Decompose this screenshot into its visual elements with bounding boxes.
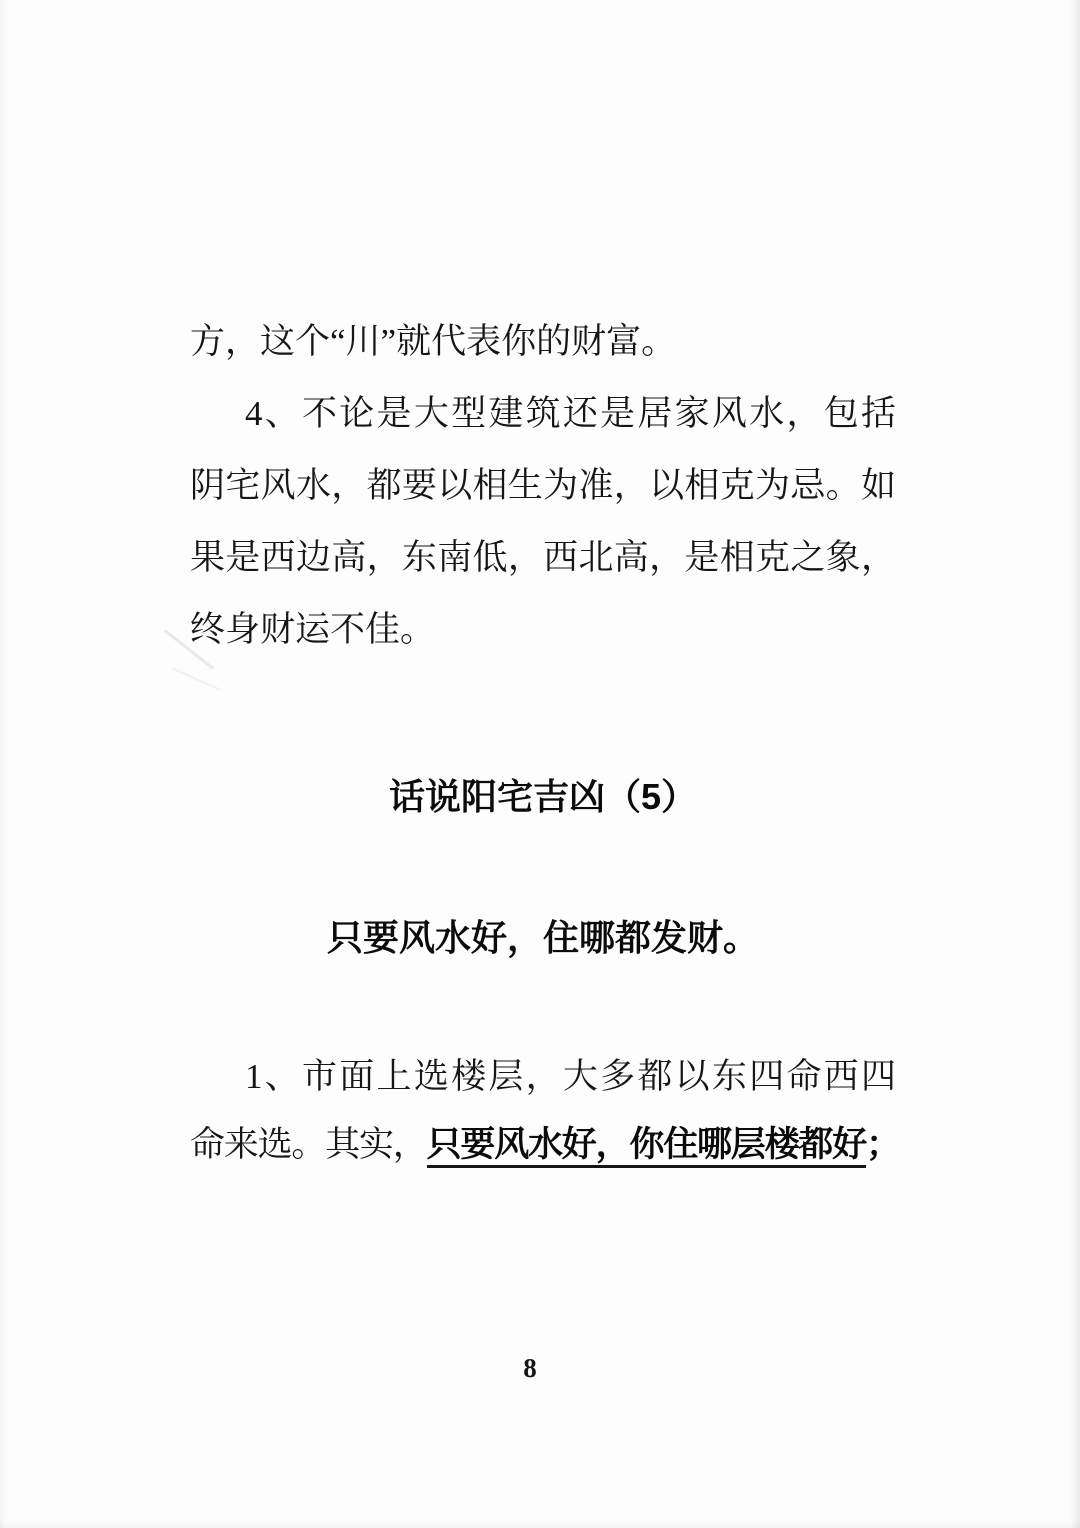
text-line-6: 1、市面上选楼层，大多都以东四命西四 (245, 1057, 896, 1096)
text-line-3: 阴宅风水，都要以相生为准，以相克为忌。如 (190, 466, 896, 505)
text-line-7 (190, 1111, 900, 1179)
text-line-4: 果是西边高，东南低，西北高，是相克之象， (190, 538, 896, 577)
paragraph-1 (190, 306, 896, 666)
page-edge-shadow-bottom (0, 1520, 1080, 1528)
section-subheading: 只要风水好，住哪都发财。 (326, 917, 759, 958)
paragraph-2 (190, 1043, 900, 1179)
page-edge-shadow-right (1070, 0, 1080, 1528)
text-line-1: 方，这个“川”就代表你的财富。 (190, 322, 677, 361)
text-run-regular: 命来选。其实， (190, 1125, 427, 1164)
scan-artifact (172, 668, 220, 691)
page-number: 8 (523, 1353, 537, 1383)
section-heading: 话说阳宅吉凶（5） (388, 776, 698, 817)
text-run-bold: ； (866, 1125, 900, 1164)
text-run-bold-underlined: 只要风水好，你住哪层楼都好 (427, 1125, 866, 1168)
text-line-5: 终身财运不佳。 (190, 610, 436, 649)
page-edge-shadow-left (0, 0, 6, 1528)
text-line-2: 4、不论是大型建筑还是居家风水，包括 (245, 394, 896, 433)
